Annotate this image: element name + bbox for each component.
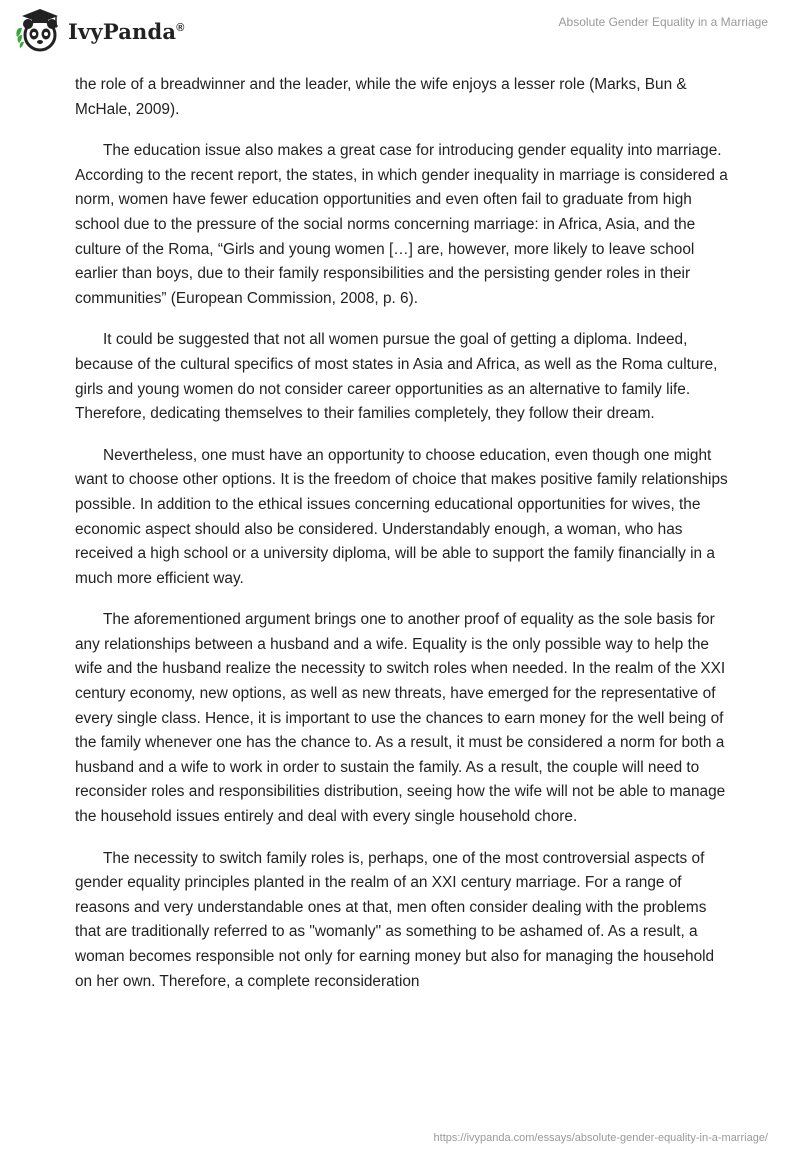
ivypanda-logo[interactable] xyxy=(14,6,185,56)
paragraph: Nevertheless, one must have an opportunity to choose education, even though one might want to choose other options. It is the freedom of choice that makes positive family relationships possible. In addition to the ethical issues concerning educational opportunities for wives, the economic aspect should also be considered. Understandably enough, a woman, who has received a high school or a university diploma, will be able to support the family financially in a much more efficient way. xyxy=(75,446,728,587)
document-title: Absolute Gender Equality in a Marriage xyxy=(558,15,768,29)
source-url[interactable]: https://ivypanda.com/essays/absolute-gender-equality-in-a-marriage/ xyxy=(433,1132,768,1144)
paragraph: the role of a breadwinner and the leader, while the wife enjoys a lesser role (Marks, Bun & McHale, 2009). xyxy=(75,76,687,118)
paragraph: It could be suggested that not all women pursue the goal of getting a diploma. Indeed, because of the cultural specifics of most states in Asia and Africa, as well as the Roma culture, girls and young women do not consider career opportunities as an alternative to family life. Therefore, dedicating themselves to their families completely, they follow their dream. xyxy=(75,331,718,423)
page-header xyxy=(0,0,800,62)
logo-wordmark: IvyPanda® xyxy=(68,18,185,44)
essay-body xyxy=(75,73,735,1011)
paragraph: The necessity to switch family roles is, perhaps, one of the most controversial aspects of gender equality principles planted in the realm of an XXI century marriage. For a range of reasons and very understandable ones at that, men often consider dealing with the problems that are traditionally referred to as "womanly" as something to be ashamed of. As a result, a woman becomes responsible not only for earning money but also for managing the household on her own. Therefore, a complete reconsideration xyxy=(75,849,715,990)
panda-graduate-icon xyxy=(14,7,62,55)
paragraph: The aforementioned argument brings one to another proof of equality as the sole basis for any relationships between a husband and a wife. Equality is the only possible way to help the wife and the husband realize the necessity to switch roles when needed. In the realm of the XXI century economy, new options, as well as new threats, have emerged for the representative of every single class. Hence, it is important to use the chances to earn money for the well being of the family whenever one has the chance to. As a result, it must be considered a norm for both a husband and a wife to work in order to sustain the family. As a result, the couple will need to reconsider roles and responsibilities distribution, seeing how the wife will not be able to manage the household issues entirely and deal with every single household chore. xyxy=(75,611,726,826)
paragraph: The education issue also makes a great case for introducing gender equality into marriage. According to the recent report, the states, in which gender inequality in marriage is considered a norm, women have fewer education opportunities and even often fail to graduate from high school due to the pressure of the social norms concerning marriage: in Africa, Asia, and the culture of the Roma, “Girls and young women […] are, however, more likely to leave school earlier than boys, due to their family responsibilities and the persisting gender roles in their communities” (European Commission, 2008, p. 6). xyxy=(75,142,728,307)
